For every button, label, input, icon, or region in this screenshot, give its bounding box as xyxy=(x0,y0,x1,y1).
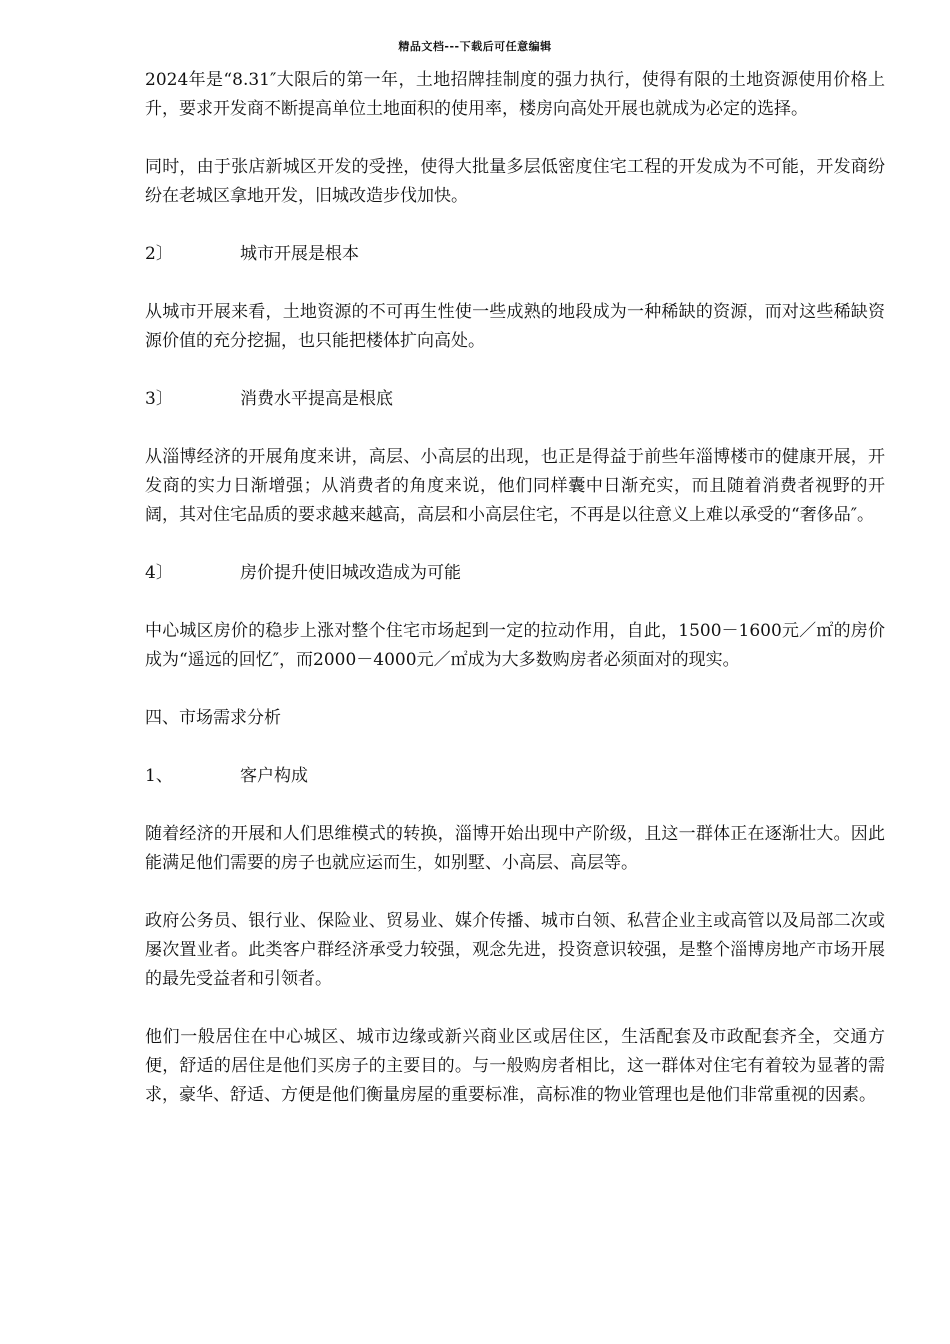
document-body xyxy=(145,66,885,1139)
section-heading xyxy=(145,762,885,791)
heading-text: 消费水平提高是根底 xyxy=(240,389,393,409)
heading-text: 房价提升使旧城改造成为可能 xyxy=(240,563,461,583)
paragraph: 2024年是“8.31″大限后的第一年，土地招牌挂制度的强力执行，使得有限的土地资源使用价格上升，要求开发商不断提高单位土地面积的使用率，楼房向高处开展也就成为必定的选择。 xyxy=(145,70,885,119)
heading-number: 3〕 xyxy=(145,389,173,409)
heading-number: 2〕 xyxy=(145,244,173,264)
section-title: 四、市场需求分析 xyxy=(145,708,281,728)
heading-number: 4〕 xyxy=(145,563,173,583)
paragraph: 中心城区房价的稳步上涨对整个住宅市场起到一定的拉动作用，自此，1500－1600元／㎡的房价成为“遥远的回忆″，而2000－4000元／㎡成为大多数购房者必须面对的现实。 xyxy=(145,621,885,670)
section-heading xyxy=(145,385,885,414)
paragraph: 同时，由于张店新城区开发的受挫，使得大批量多层低密度住宅工程的开发成为不可能，开发商纷纷在老城区拿地开发，旧城改造步伐加快。 xyxy=(145,157,885,206)
paragraph: 随着经济的开展和人们思维模式的转换，淄博开始出现中产阶级，且这一群体正在逐渐壮大。因此能满足他们需要的房子也就应运而生，如别墅、小高层、高层等。 xyxy=(145,824,885,873)
heading-text: 客户构成 xyxy=(240,766,308,786)
page-header: 精品文档---下载后可任意编辑 xyxy=(398,40,552,53)
paragraph: 他们一般居住在中心城区、城市边缘或新兴商业区或居住区，生活配套及市政配套齐全，交通方便，舒适的居住是他们买房子的主要目的。与一般购房者相比，这一群体对住宅有着较为显著的需求，豪华、舒适、方便是他们衡量房屋的重要标准，高标准的物业管理也是他们非常重视的因素。 xyxy=(145,1027,885,1105)
heading-text: 城市开展是根本 xyxy=(240,244,359,264)
paragraph: 从淄博经济的开展角度来讲，高层、小高层的出现，也正是得益于前些年淄博楼市的健康开展，开发商的实力日渐增强；从消费者的角度来说，他们同样囊中日渐充实，而且随着消费者视野的开阔，其对住宅品质的要求越来越高，高层和小高层住宅，不再是以往意义上难以承受的“奢侈品″。 xyxy=(145,447,885,525)
section-heading xyxy=(145,240,885,269)
paragraph: 从城市开展来看，土地资源的不可再生性使一些成熟的地段成为一种稀缺的资源，而对这些稀缺资源价值的充分挖掘，也只能把楼体扩向高处。 xyxy=(145,302,885,351)
section-heading xyxy=(145,559,885,588)
heading-number: 1、 xyxy=(145,766,173,786)
paragraph: 政府公务员、银行业、保险业、贸易业、媒介传播、城市白领、私营企业主或高管以及局部二次或屡次置业者。此类客户群经济承受力较强，观念先进，投资意识较强，是整个淄博房地产市场开展的最先受益者和引领者。 xyxy=(145,911,885,989)
